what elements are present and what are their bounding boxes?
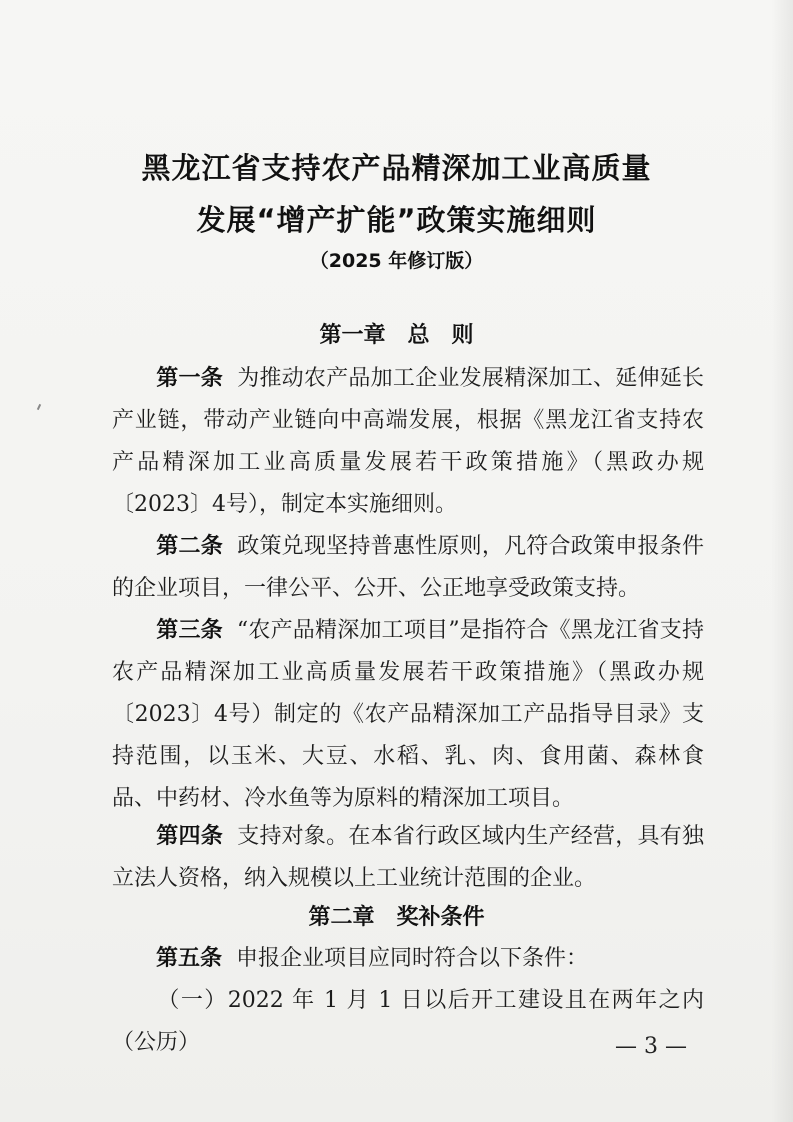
document-title-line-2: 发展“增产扩能”政策实施细则 — [196, 203, 597, 237]
scan-speck — [37, 404, 41, 410]
article-5-text: 申报企业项目应同时符合以下条件： — [236, 946, 589, 971]
article-3 — [112, 610, 704, 820]
article-5-item-1-text: （一）2022 年 1 月 1 日以后开工建设且在两年之内（公历） — [112, 988, 704, 1055]
document-title-line-1: 黑龙江省支持农产品精深加工业高质量 — [141, 151, 652, 185]
article-5-heading: 第五条 — [156, 946, 223, 971]
article-3-text: “农产品精深加工项目”是指符合《黑龙江省支持农产品精深加工业高质量发展若干政策措施》（黑政办规〔2023〕4号）制定的《农产品精深加工产品指导目录》支持范围，以玉米、大豆、水稻、乳、肉、食用菌、森林食品、中药材、冷水鱼等为原料的精深加工项目。 — [112, 618, 704, 811]
article-2 — [112, 526, 704, 610]
article-2-text: 政策兑现坚持普惠性原则，凡符合政策申报条件的企业项目，一律公平、公开、公正地享受政策支持。 — [112, 534, 704, 601]
article-3-heading: 第三条 — [156, 618, 223, 643]
article-5 — [112, 938, 704, 980]
page-number: — 3 — — [615, 1034, 687, 1059]
article-4-heading: 第四条 — [156, 824, 223, 849]
chapter-1-heading: 第一章 总 则 — [319, 323, 474, 348]
article-1-heading: 第一条 — [156, 366, 223, 391]
article-2-heading: 第二条 — [156, 534, 223, 559]
article-4 — [112, 816, 704, 900]
document-edition: （2025 年修订版） — [309, 250, 484, 272]
article-1 — [112, 358, 704, 526]
article-1-text: 为推动农产品加工企业发展精深加工、延伸延长产业链，带动产业链向中高端发展，根据《黑龙江省支持农产品精深加工业高质量发展若干政策措施》（黑政办规〔2023〕4号），制定本实施细则。 — [112, 366, 704, 517]
article-4-text: 支持对象。在本省行政区域内生产经营，具有独立法人资格，纳入规模以上工业统计范围的企业。 — [112, 824, 704, 891]
chapter-2-heading: 第二章 奖补条件 — [308, 905, 485, 930]
